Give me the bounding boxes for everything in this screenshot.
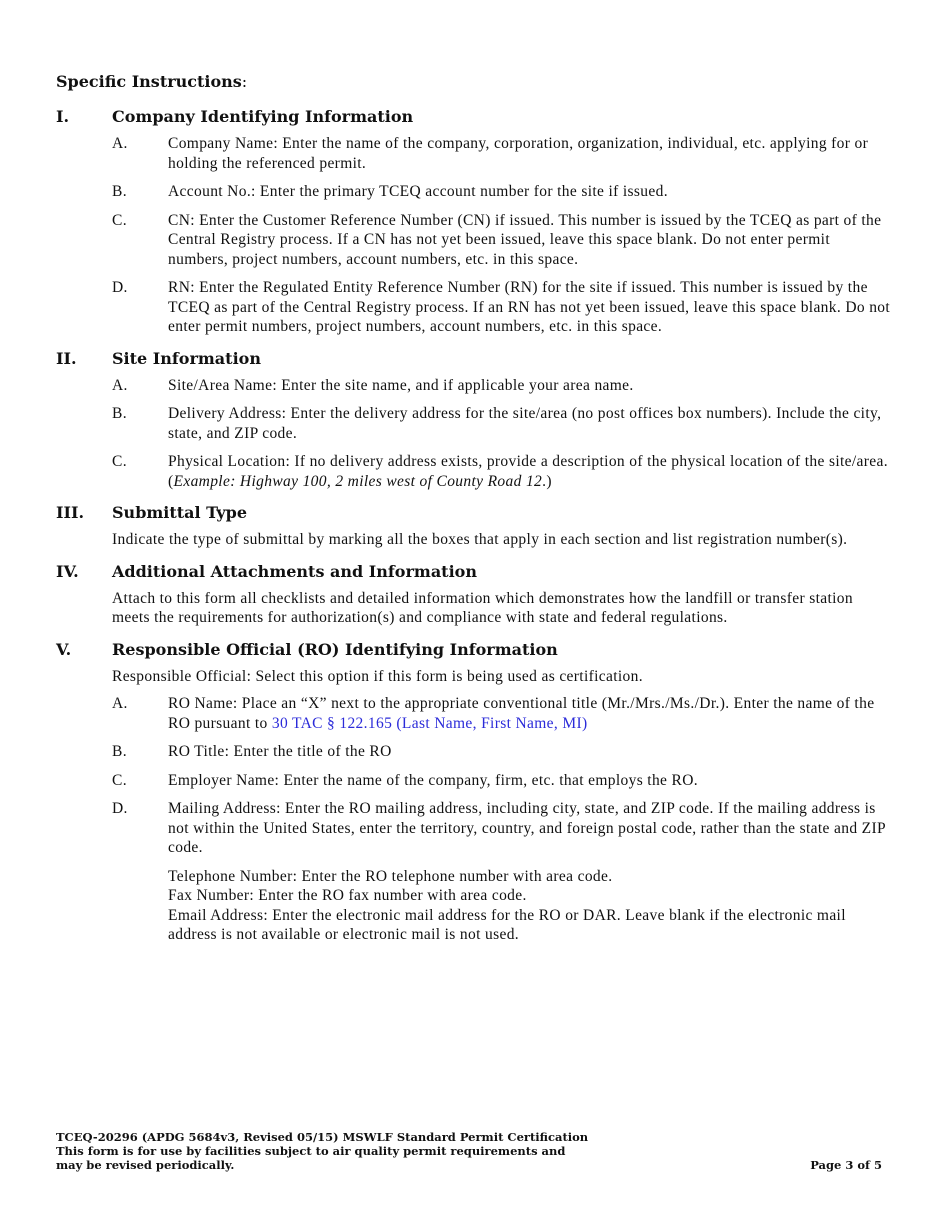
list-item [112,694,892,733]
item-text [168,694,892,733]
rule-reference-link[interactable]: 30 TAC § 122.165 (Last Name, First Name, MI) [271,714,588,732]
section-submittal-type [56,503,892,550]
item-letter: C. [112,771,127,789]
item-text: RN: Enter the Regulated Entity Reference Number (RN) for the site if issued. This number is issued by the TCEQ as part of the Central Registry process. If an RN has not yet been issued, leave this space blank. Do not enter permit numbers, project numbers, account numbers, etc. in this space. [168,279,891,335]
contact-instructions [168,867,892,945]
item-text-before: RO Name: Place an “X” next to the appropriate conventional title (Mr./Mrs./Ms./Dr.). Enter the name of the RO pursuant to [168,695,875,732]
section-title: Site Information [112,348,261,368]
section-title: Responsible Official (RO) Identifying Information [112,639,558,659]
section-number: I. [56,107,70,126]
item-text-after: .) [542,472,552,490]
section-number: II. [56,348,77,368]
item-text: Site/Area Name: Enter the site name, and if applicable your area name. [168,376,634,394]
footer-form-id: TCEQ-20296 (APDG 5684v3, Revised 05/15) MSWLF Standard Permit Certification [56,1130,589,1144]
document-page [56,72,892,957]
item-text: Company Name: Enter the name of the company, corporation, organization, individual, etc. applying for or holding the referenced permit. [168,135,869,172]
item-letter: C. [112,211,127,229]
item-text: Account No.: Enter the primary TCEQ account number for the site if issued. [168,183,668,200]
section-company-identifying-information [56,107,892,337]
page-title: Specific Instructions: [56,72,248,91]
section-heading [56,107,892,126]
list-item [112,182,892,202]
item-text-before: Physical Location: If no delivery address exists, provide a description of the physical location of the site/area. ( [168,453,888,490]
list-item [112,134,892,173]
page-number: Page 3 of 5 [810,1158,882,1172]
section-title: Company Identifying Information [112,107,414,126]
section-title: Additional Attachments and Information [112,561,477,581]
item-text: Delivery Address: Enter the delivery address for the site/area (no post offices box numbers). Include the city, state, and ZIP code. [168,405,882,442]
section-number: V. [56,639,72,659]
section-responsible-official [56,640,892,945]
item-text [168,452,892,491]
list-item [112,278,892,337]
list-item [112,452,892,491]
section-number: IV. [56,561,79,581]
list-item [112,404,892,443]
item-letter: D. [112,800,128,817]
section-title: Submittal Type [112,503,247,522]
section-heading [56,640,892,659]
item-text: RO Title: Enter the title of the RO [168,743,392,760]
example-text: Example: Highway 100, 2 miles west of County Road 12 [173,472,543,490]
page-footer [56,1130,882,1172]
telephone-instruction: Telephone Number: Enter the RO telephone number with area code. [168,867,613,885]
item-text: Mailing Address: Enter the RO mailing address, including city, state, and ZIP code. If the mailing address is not within the United States, enter the territory, country, and foreign postal code, rather than the state and ZIP code. [168,800,886,856]
page-title-text: Specific Instructions [56,72,242,91]
footer-note-1: This form is for use by facilities subject to air quality permit requirements and [56,1144,566,1158]
item-text: CN: Enter the Customer Reference Number (CN) if issued. This number is issued by the TCEQ as part of the Central Registry process. If a CN has not yet been issued, leave this space blank. Do not enter permit numbers, project numbers, account numbers, etc. in this space. [168,211,882,268]
item-letter: A. [112,695,128,712]
email-instruction: Email Address: Enter the electronic mail address for the RO or DAR. Leave blank if the electronic mail address is not available or electronic mail is not used. [168,906,846,943]
section-number: III. [56,503,85,522]
section-paragraph: Indicate the type of submittal by marking all the boxes that apply in each section and list registration number(s). [112,531,848,548]
section-heading [56,562,892,581]
section-additional-attachments [56,562,892,628]
list-item [112,771,892,791]
item-letter: A. [112,376,128,394]
section-heading [56,503,892,522]
section-paragraph: Responsible Official: Select this option if this form is being used as certification. [112,667,643,685]
section-site-information [56,349,892,492]
list-item [112,211,892,270]
item-letter: C. [112,453,127,470]
item-letter: A. [112,135,128,152]
item-text: Employer Name: Enter the name of the company, firm, etc. that employs the RO. [168,771,698,789]
footer-note-2: may be revised periodically. [56,1158,235,1172]
item-letter: B. [112,405,127,422]
list-item [112,742,892,762]
item-letter: D. [112,279,128,296]
list-item [112,376,892,396]
item-letter: B. [112,743,127,760]
section-paragraph: Attach to this form all checklists and detailed information which demonstrates how the landfill or transfer station meets the requirements for authorization(s) and compliance with state and federal regulations. [112,589,854,626]
list-item [112,799,892,858]
fax-instruction: Fax Number: Enter the RO fax number with area code. [168,887,527,904]
item-letter: B. [112,183,127,200]
section-heading [56,349,892,368]
